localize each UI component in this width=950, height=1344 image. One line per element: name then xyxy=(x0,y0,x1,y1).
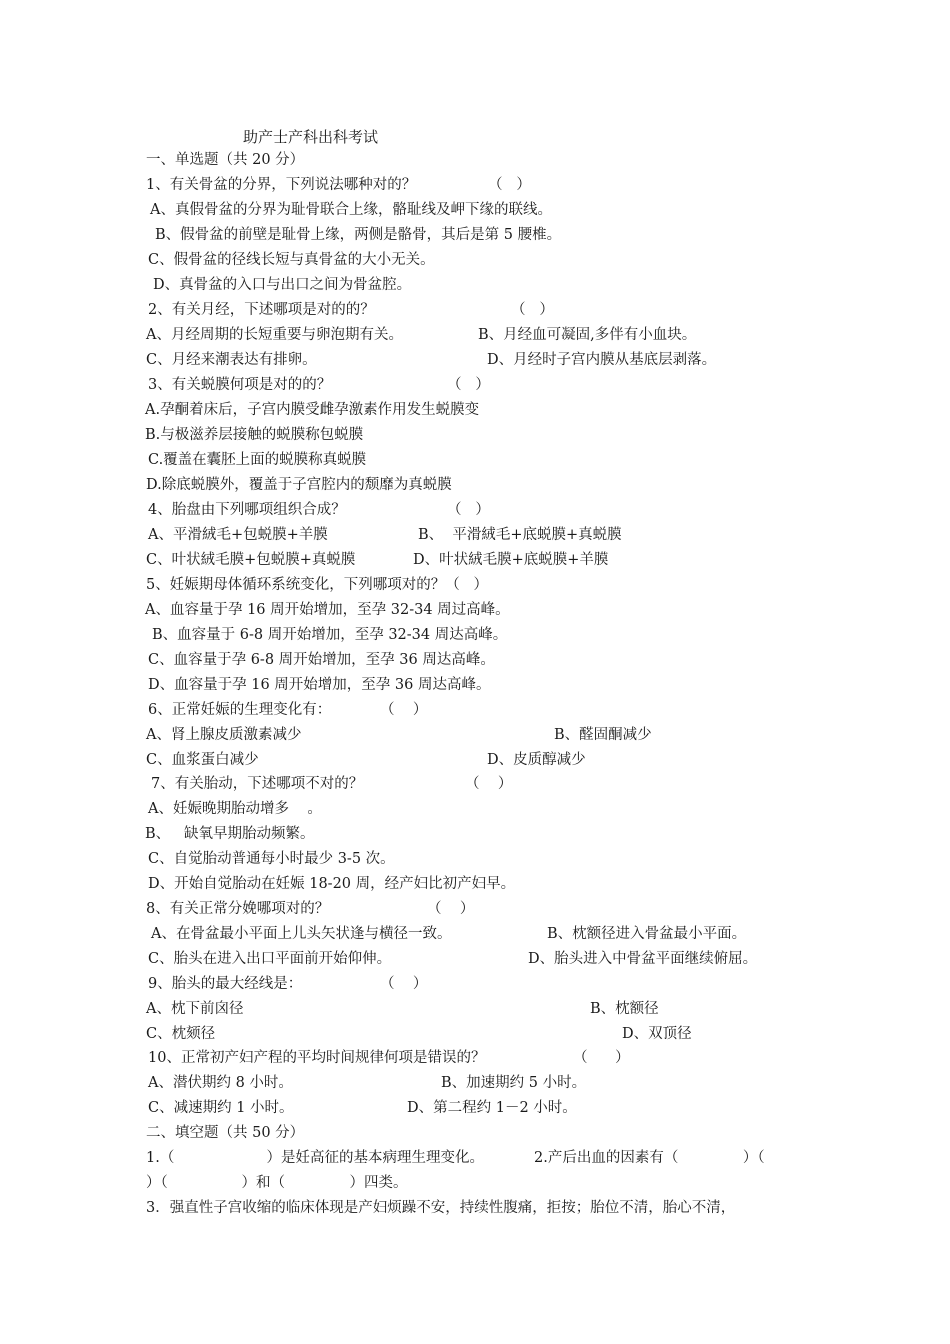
fill-question-2-start[interactable]: 2.产后出血的因素有（ ）（ xyxy=(534,1150,765,1166)
question-8-option-d[interactable]: D、胎头进入中骨盆平面继续俯屈。 xyxy=(528,951,758,967)
question-3-answer-blank[interactable]: （ ） xyxy=(447,377,490,393)
question-1-stem: 1、有关骨盆的分界，下列说法哪种对的？ xyxy=(146,177,417,193)
question-8-stem: 8、有关正常分娩哪项对的？ xyxy=(146,901,330,917)
question-10-option-d[interactable]: D、第二程约 1－2 小时。 xyxy=(407,1100,577,1116)
question-2-option-c[interactable]: C、月经来潮表达有排卵。 xyxy=(146,352,317,368)
question-1-option-d[interactable]: D、真骨盆的入口与出口之间为骨盆腔。 xyxy=(153,277,412,293)
fill-question-2-continued[interactable]: ）（ ）和（ ）四类。 xyxy=(146,1175,408,1191)
question-2-option-d[interactable]: D、月经时子宫内膜从基底层剥落。 xyxy=(487,352,717,368)
question-1-option-c[interactable]: C、假骨盆的径线长短与真骨盆的大小无关。 xyxy=(148,252,435,268)
question-5-option-d[interactable]: D、血容量于孕 16 周开始增加，至孕 36 周达高峰。 xyxy=(148,677,491,693)
question-9-stem: 9、胎头的最大经线是： xyxy=(148,976,303,992)
question-6-option-c[interactable]: C、血浆蛋白减少 xyxy=(146,752,259,768)
question-4-option-a[interactable]: A、平滑絨毛+包蜕膜+羊膜 xyxy=(148,527,328,543)
question-10-answer-blank[interactable]: （ ） xyxy=(573,1050,630,1066)
question-8-answer-blank[interactable]: （ ） xyxy=(427,901,475,917)
question-3-option-a[interactable]: A.孕酮着床后，子宫内膜受雌孕激素作用发生蜕膜变 xyxy=(145,402,480,418)
question-1-option-b[interactable]: B、假骨盆的前壁是耻骨上缘，两侧是骼骨，其后是第 5 腰椎。 xyxy=(155,227,562,243)
exam-title: 助产士产科出科考试 xyxy=(243,128,379,146)
question-7-stem: 7、有关胎动，下述哪项不对的？ xyxy=(151,776,364,792)
question-6-answer-blank[interactable]: （ ） xyxy=(380,702,428,718)
question-8-option-a[interactable]: A、在骨盆最小平面上儿头矢状逢与横径一致。 xyxy=(151,926,452,942)
question-8-option-b[interactable]: B、枕额径进入骨盆最小平面。 xyxy=(547,926,747,942)
question-9-option-a[interactable]: A、枕下前囟径 xyxy=(146,1001,244,1017)
section-heading-fill-in: 二、填空题（共 50 分） xyxy=(146,1125,305,1141)
question-5-option-c[interactable]: C、血容量于孕 6-8 周开始增加，至孕 36 周达高峰。 xyxy=(148,652,495,668)
question-6-stem: 6、正常妊娠的生理变化有： xyxy=(148,702,332,718)
question-4-option-c[interactable]: C、叶状絨毛膜+包蜕膜+真蜕膜 xyxy=(146,552,356,568)
question-7-option-b[interactable]: B、 缺氧早期胎动频繁。 xyxy=(145,826,315,842)
question-10-option-a[interactable]: A、潜伏期约 8 小时。 xyxy=(148,1075,293,1091)
question-9-answer-blank[interactable]: （ ） xyxy=(380,976,428,992)
question-2-answer-blank[interactable]: （ ） xyxy=(511,302,554,318)
question-6-option-a[interactable]: A、肾上腺皮质激素减少 xyxy=(146,727,302,743)
question-5-option-a[interactable]: A、血容量于孕 16 周开始增加，至孕 32-34 周过高峰。 xyxy=(145,602,510,618)
question-3-option-b[interactable]: B.与极滋养层接触的蜕膜称包蜕膜 xyxy=(145,427,364,443)
question-8-option-c[interactable]: C、胎头在进入出口平面前开始仰伸。 xyxy=(148,951,392,967)
question-10-stem: 10、正常初产妇产程的平均时间规律何项是错误的？ xyxy=(148,1050,486,1066)
question-3-stem: 3、有关蜕膜何项是对的的？ xyxy=(148,377,332,393)
question-4-stem: 4、胎盘由下列哪项组织合成？ xyxy=(148,502,346,518)
question-7-option-d[interactable]: D、开始自觉胎动在妊娠 18-20 周，经产妇比初产妇早。 xyxy=(148,876,516,892)
question-7-option-a[interactable]: A、妊娠晚期胎动增多 。 xyxy=(148,801,322,817)
question-2-option-b[interactable]: B、月经血可凝固,多伴有小血块。 xyxy=(478,327,697,343)
question-7-option-c[interactable]: C、自觉胎动普通每小时最少 3-5 次。 xyxy=(148,851,395,867)
question-5-stem: 5、妊娠期母体循环系统变化，下列哪项对的？（ ） xyxy=(146,577,489,593)
question-4-option-d[interactable]: D、叶状絨毛膜+底蜕膜+羊膜 xyxy=(413,552,609,568)
question-3-option-c[interactable]: C.覆盖在囊胚上面的蜕膜称真蜕膜 xyxy=(148,452,367,468)
question-3-option-d[interactable]: D.除底蜕膜外，覆盖于子宫腔内的颓靡为真蜕膜 xyxy=(146,477,452,493)
question-4-option-b[interactable]: B、 平滑絨毛+底蜕膜+真蜕膜 xyxy=(418,527,622,543)
question-9-option-c[interactable]: C、枕颏径 xyxy=(146,1026,216,1042)
question-6-option-b[interactable]: B、醛固酮减少 xyxy=(554,727,652,743)
section-heading-single-choice: 一、单选题（共 20 分） xyxy=(146,152,305,168)
question-10-option-c[interactable]: C、减速期约 1 小时。 xyxy=(148,1100,294,1116)
fill-question-1[interactable]: 1.（ ）是妊高征的基本病理生理变化。 xyxy=(146,1150,485,1166)
question-2-stem: 2、有关月经，下述哪项是对的的？ xyxy=(148,302,375,318)
question-9-option-d[interactable]: D、双顶径 xyxy=(622,1026,692,1042)
question-1-answer-blank[interactable]: （ ） xyxy=(488,177,531,193)
question-6-option-d[interactable]: D、皮质醇减少 xyxy=(487,752,586,768)
fill-question-3[interactable]: 3．强直性子宫收缩的临床体现是产妇烦躁不安，持续性腹痛，拒按；胎位不清，胎心不清， xyxy=(146,1200,736,1216)
question-4-answer-blank[interactable]: （ ） xyxy=(447,502,490,518)
question-9-option-b[interactable]: B、枕额径 xyxy=(590,1001,659,1017)
question-2-option-a[interactable]: A、月经周期的长短重要与卵泡期有关。 xyxy=(146,327,403,343)
question-1-option-a[interactable]: A、真假骨盆的分界为耻骨联合上缘，骼耻线及岬下缘的联线。 xyxy=(150,202,552,218)
question-5-option-b[interactable]: B、血容量于 6-8 周开始增加，至孕 32-34 周达高峰。 xyxy=(152,627,508,643)
question-7-answer-blank[interactable]: （ ） xyxy=(465,776,513,792)
question-10-option-b[interactable]: B、加速期约 5 小时。 xyxy=(441,1075,587,1091)
